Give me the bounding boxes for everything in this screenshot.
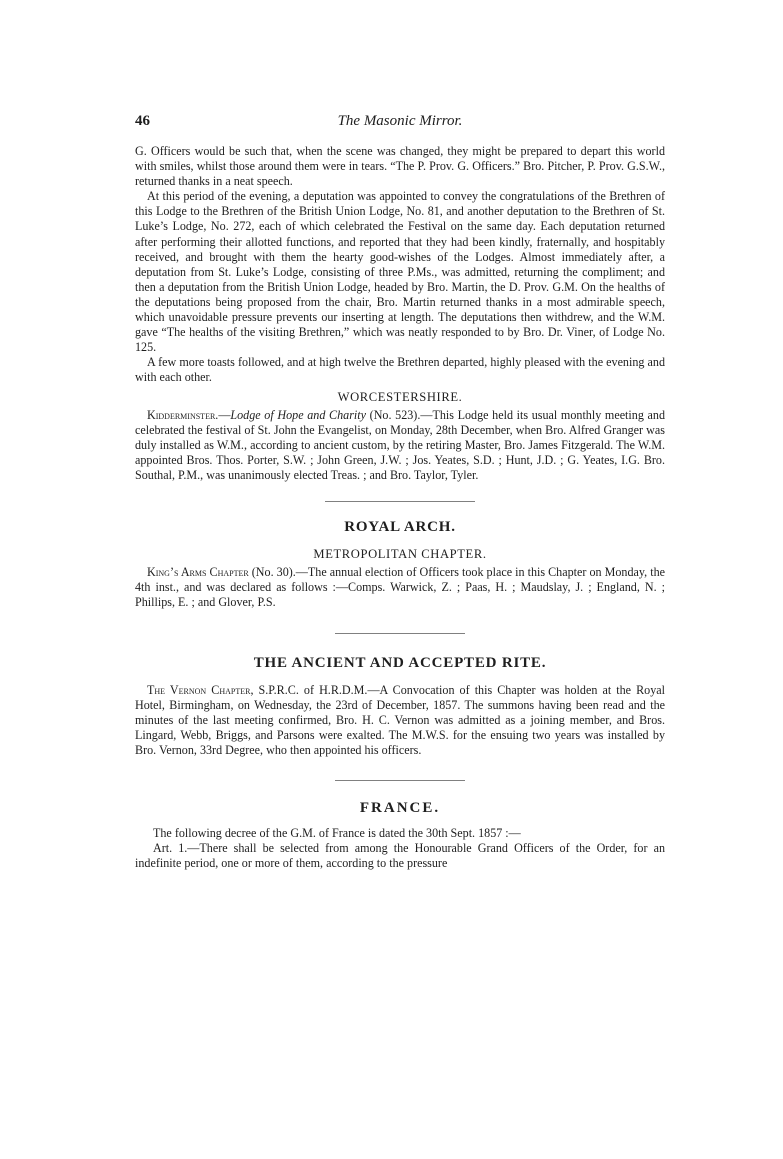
france-paragraph-1: The following decree of the G.M. of France is dated the 30th Sept. 1857 :— bbox=[153, 826, 521, 841]
chapter-name: The Vernon Chapter bbox=[147, 682, 251, 697]
intro-paragraph-2: At this period of the evening, a deputation was appointed to convey the congratulations of the Brethren of this Lodge to the Brethren of the British Union Lodge, No. 81, and another deputation to the Brethren of St. Luke’s Lodge, No. 272, each of which celebrated the Festival on the same day. Each deputation returned after performing their allotted functions, and reported that they had been kindly, fraternally, and hospitably received, and brought with them the hearty good-wishes of the Lodges. Almost immediately after, a deputation from St. Luke’s Lodge, consisting of three P.Ms., was admitted, returning the compliment; and then a deputation from the British Union Lodge, headed by Bro. Martin, the D. Prov. G.M. On the healths of the deputations being proposed from the chair, Bro. Martin returned thanks in a most admirable speech, which unavoidable pressure prevents our inserting at length. The deputations then withdrew, and the W.M. gave “The healths of the visiting Brethren,” which was neatly responded to by Bro. Dr. Viner, of Lodge No. 125. bbox=[135, 189, 665, 355]
page-header bbox=[135, 114, 665, 132]
page-number: 46 bbox=[135, 113, 150, 129]
royal-arch-paragraph bbox=[135, 565, 665, 610]
chapter-name: King’s Arms Chapter bbox=[147, 565, 249, 580]
section-divider bbox=[325, 501, 475, 502]
ancient-rite-heading: THE ANCIENT AND ACCEPTED RITE. bbox=[253, 654, 547, 671]
document-page bbox=[135, 114, 665, 871]
worcestershire-body: (No. 523).—This Lodge held its usual monthly meeting and celebrated the festival of St. John the Evangelist, on Monday, 28th December, when Bro. Alfred Granger was duly installed as W.M., according to ancient custom, by the retiring Master, Bro. James Fitzgerald. The W.M. appointed Bros. Thos. Porter, S.W. ; John Green, J.W. ; Jos. Yeates, S.D. ; Hunt, J.D. ; G. Yeates, I.G. Bro. Southal, P.M., was unanimously elected Treas. ; and Bro. Taylor, Tyler. bbox=[135, 407, 665, 482]
metropolitan-chapter-heading: METROPOLITAN CHAPTER. bbox=[313, 547, 487, 562]
lodge-name: Lodge of Hope and Charity bbox=[230, 407, 366, 422]
running-title: The Masonic Mirror. bbox=[337, 113, 463, 129]
worcestershire-paragraph bbox=[135, 408, 665, 483]
ancient-rite-paragraph bbox=[135, 683, 665, 758]
dash: — bbox=[218, 407, 231, 422]
royal-arch-heading: ROYAL ARCH. bbox=[344, 519, 456, 536]
france-paragraph-2: Art. 1.—There shall be selected from among the Honourable Grand Officers of the Order, for an indefinite period, one or more of them, according to the pressure bbox=[135, 841, 665, 871]
section-divider bbox=[335, 780, 465, 781]
intro-paragraph-1: G. Officers would be such that, when the scene was changed, they might be prepared to depart this world with smiles, whilst those around them were in tears. “The P. Prov. G. Officers.” Bro. Pitcher, P. Prov. G.S.W., returned thanks in a neat speech. bbox=[135, 144, 665, 189]
royal-arch-body: (No. 30).—The annual election of Officers took place in this Chapter on Monday, the 4th inst., and was declared as follows :—Comps. Warwick, Z. ; Paas, H. ; Maudslay, J. ; England, N. ; Phillips, E. ; and Glover, P.S. bbox=[135, 565, 665, 610]
section-divider bbox=[335, 633, 465, 634]
place-name: Kidderminster. bbox=[147, 407, 219, 422]
intro-paragraph-3: A few more toasts followed, and at high twelve the Brethren departed, highly pleased with the evening and with each other. bbox=[135, 355, 665, 385]
france-heading: FRANCE. bbox=[359, 800, 441, 817]
ancient-rite-body: , S.P.R.C. of H.R.D.M.—A Convocation of this Chapter was holden at the Royal Hotel, Birmingham, on Wednesday, the 23rd of December, 1857. The summons having been read and the minutes of the last meeting confirmed, Bro. H. C. Vernon was admitted as a joining member, and Bros. Lingard, Webb, Briggs, and Parsons were exalted. The M.W.S. for the ensuing two years was installed by Bro. Vernon, 33rd Degree, who then appointed his officers. bbox=[135, 682, 665, 757]
worcestershire-heading: WORCESTERSHIRE. bbox=[337, 389, 463, 404]
